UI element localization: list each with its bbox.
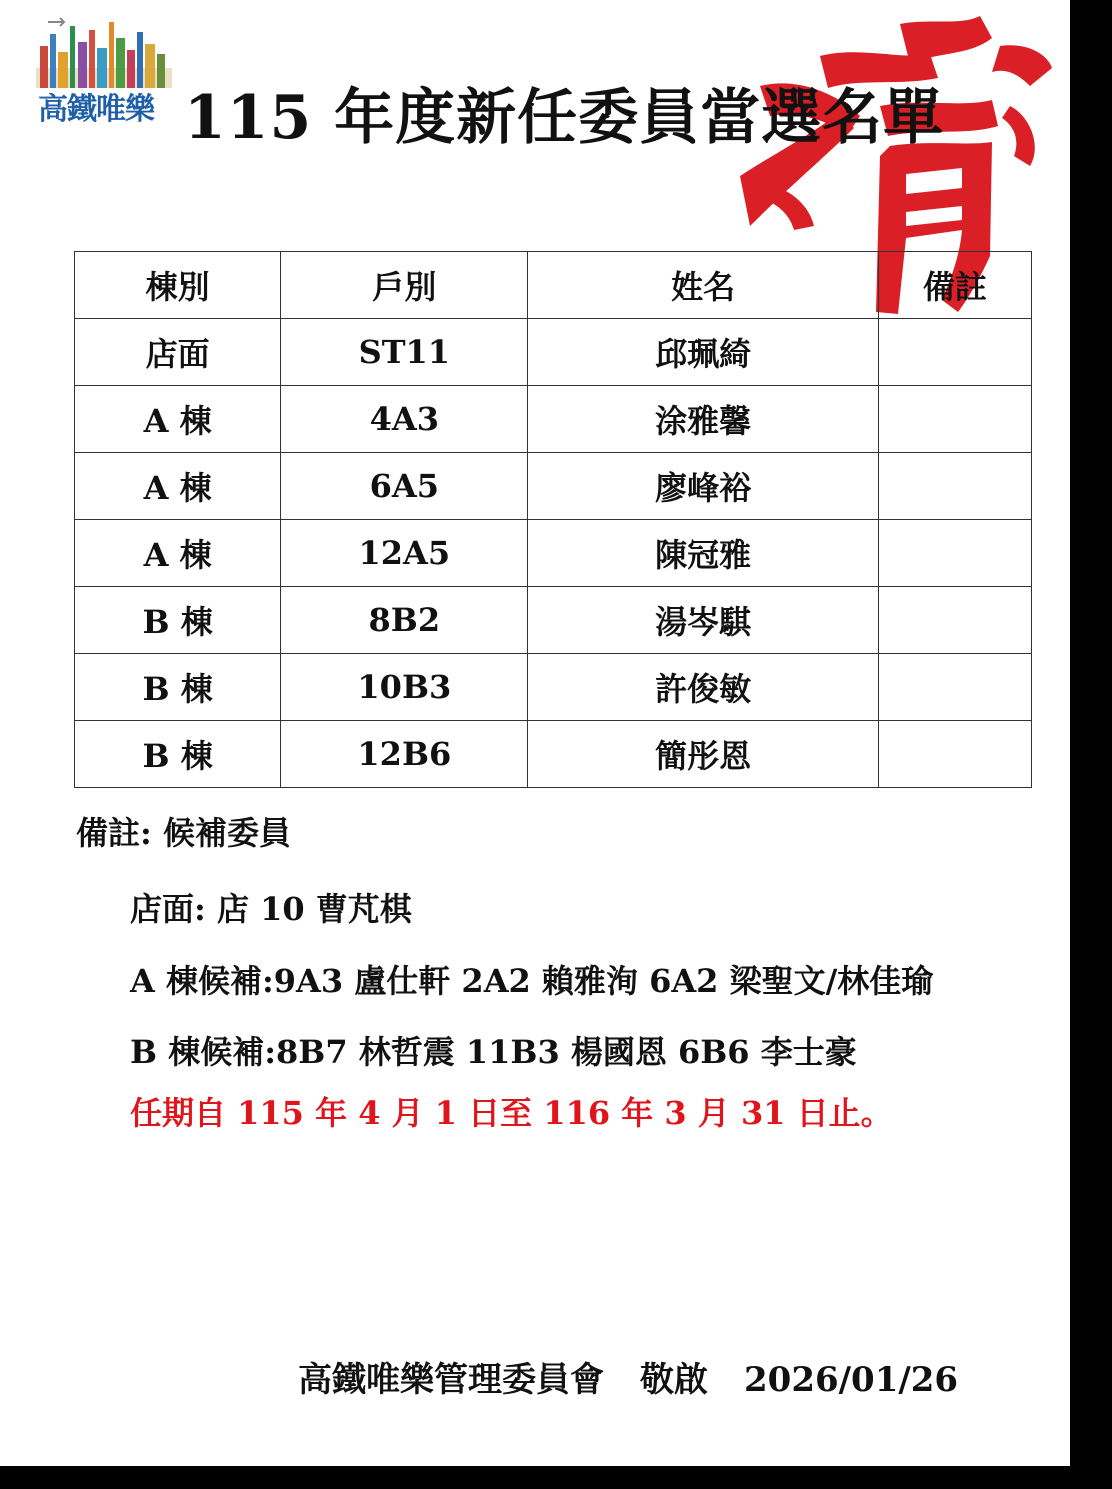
table-row (75, 453, 1032, 520)
cell-unit: 10B3 (281, 654, 528, 721)
notes-heading: 備註: 候補委員 (76, 814, 291, 852)
cell-name: 邱珮綺 (528, 319, 878, 386)
cell-unit: ST11 (281, 319, 528, 386)
table-header-row (75, 252, 1032, 319)
cell-unit: 4A3 (281, 386, 528, 453)
table-row (75, 654, 1032, 721)
header-remarks: 備註 (878, 252, 1031, 319)
cell-unit: 8B2 (281, 587, 528, 654)
cell-building: A 棟 (75, 453, 281, 520)
cell-name: 陳冠雅 (528, 520, 878, 587)
cell-remarks (878, 587, 1031, 654)
cell-remarks (878, 721, 1031, 788)
cell-building: A 棟 (75, 386, 281, 453)
cell-remarks (878, 319, 1031, 386)
logo-text: 高鐵唯樂 (38, 92, 154, 127)
cell-building: 店面 (75, 319, 281, 386)
cell-building: B 棟 (75, 654, 281, 721)
note-building-b-alternates: B 棟候補:8B7 林哲震 11B3 楊國恩 6B6 李士豪 (130, 1033, 857, 1071)
cell-name: 許俊敏 (528, 654, 878, 721)
signature-line (298, 1352, 958, 1401)
table-row (75, 319, 1032, 386)
city-skyline-logo-icon (34, 16, 174, 88)
cell-name: 簡彤恩 (528, 721, 878, 788)
table-row (75, 587, 1032, 654)
cell-unit: 6A5 (281, 453, 528, 520)
cell-name: 廖峰裕 (528, 453, 878, 520)
signature-date: 2026/01/26 (744, 1360, 959, 1400)
cell-name: 湯岑騏 (528, 587, 878, 654)
header-name: 姓名 (528, 252, 878, 319)
page-title: 115 年度新任委員當選名單 (184, 83, 945, 153)
cell-unit: 12B6 (281, 721, 528, 788)
committee-roster-table (74, 251, 1032, 788)
header-building: 棟別 (75, 252, 281, 319)
cell-remarks (878, 520, 1031, 587)
note-building-a-alternates: A 棟候補:9A3 盧仕軒 2A2 賴雅洵 6A2 梁聖文/林佳瑜 (130, 962, 934, 1000)
cell-unit: 12A5 (281, 520, 528, 587)
table-row (75, 520, 1032, 587)
cell-building: B 棟 (75, 587, 281, 654)
table-row (75, 721, 1032, 788)
cell-remarks (878, 654, 1031, 721)
term-of-office: 任期自 115 年 4 月 1 日至 116 年 3 月 31 日止。 (130, 1094, 893, 1132)
cell-remarks (878, 453, 1031, 520)
table-row (75, 386, 1032, 453)
cell-remarks (878, 386, 1031, 453)
signature-org: 高鐵唯樂管理委員會 (298, 1360, 604, 1400)
signature-salutation: 敬啟 (640, 1360, 708, 1400)
header-unit: 戶別 (281, 252, 528, 319)
cell-building: B 棟 (75, 721, 281, 788)
cell-name: 涂雅馨 (528, 386, 878, 453)
cell-building: A 棟 (75, 520, 281, 587)
note-storefront-alternate: 店面: 店 10 曹芃棋 (130, 890, 412, 928)
